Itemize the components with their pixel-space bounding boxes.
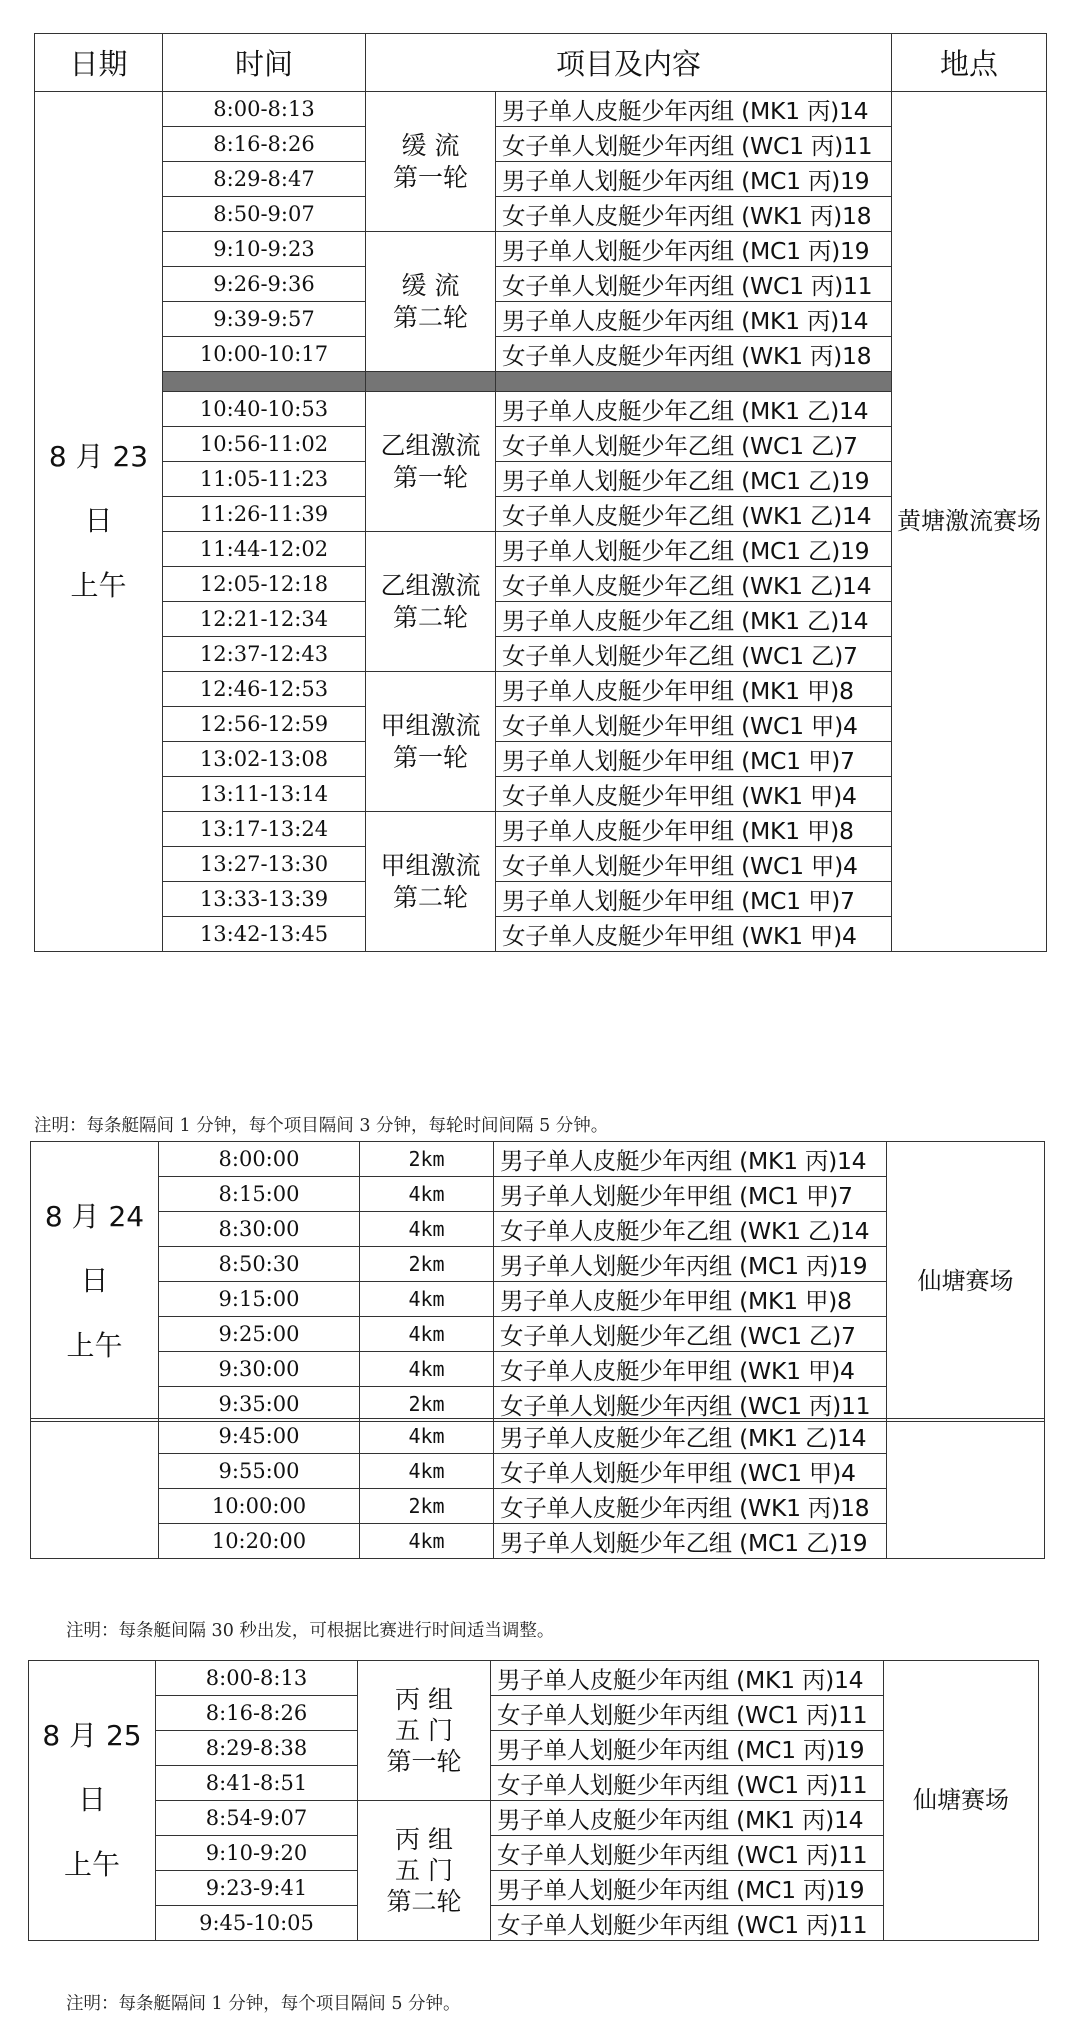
time-cell: 13:11-13:14 [163, 777, 366, 812]
round-group-cell [366, 672, 496, 812]
date-line: 上午 [70, 568, 127, 602]
time-cell: 9:45:00 [159, 1419, 360, 1454]
round-label-line: 第一轮 [392, 162, 468, 192]
round-label-line: 缓 流 [401, 271, 460, 301]
event-cell: 男子单人皮艇少年甲组 (MK1 甲)8 [494, 1282, 887, 1317]
date-cell [31, 1142, 159, 1422]
time-cell: 9:23-9:41 [156, 1871, 358, 1906]
header-venue: 地点 [892, 34, 1047, 92]
event-cell: 女子单人皮艇少年乙组 (WK1 乙)14 [494, 1212, 887, 1247]
event-cell: 男子单人皮艇少年乙组 (MK1 乙)14 [496, 602, 892, 637]
time-cell: 9:30:00 [159, 1352, 360, 1387]
date-cell [31, 1419, 159, 1559]
event-cell: 女子单人划艇少年丙组 (WC1 丙)11 [494, 1387, 887, 1422]
event-cell: 女子单人划艇少年乙组 (WC1 乙)7 [496, 427, 892, 462]
schedule-table-aug24 [30, 1141, 1045, 1422]
date-cell [35, 92, 163, 952]
event-cell: 男子单人划艇少年乙组 (MC1 乙)19 [494, 1524, 887, 1559]
time-cell: 8:00:00 [159, 1142, 360, 1177]
time-cell: 10:56-11:02 [163, 427, 366, 462]
event-cell: 女子单人划艇少年甲组 (WC1 甲)4 [494, 1454, 887, 1489]
date-line: 上午 [66, 1328, 123, 1362]
round-group-cell [366, 232, 496, 372]
event-cell: 女子单人皮艇少年乙组 (WK1 乙)14 [496, 567, 892, 602]
event-cell: 男子单人划艇少年丙组 (MC1 丙)19 [491, 1871, 884, 1906]
time-cell: 8:30:00 [159, 1212, 360, 1247]
time-cell: 10:40-10:53 [163, 392, 366, 427]
round-label-line: 第一轮 [386, 1747, 462, 1777]
time-cell: 9:39-9:57 [163, 302, 366, 337]
distance-cell: 4km [360, 1177, 494, 1212]
time-cell: 13:27-13:30 [163, 847, 366, 882]
time-cell: 9:55:00 [159, 1454, 360, 1489]
time-cell: 9:26-9:36 [163, 267, 366, 302]
event-cell: 男子单人皮艇少年丙组 (MK1 丙)14 [496, 302, 892, 337]
distance-cell: 4km [360, 1317, 494, 1352]
event-cell: 女子单人皮艇少年丙组 (WK1 丙)18 [494, 1489, 887, 1524]
date-line: 8 月 23 日 [48, 439, 149, 538]
distance-cell: 2km [360, 1247, 494, 1282]
time-cell: 9:25:00 [159, 1317, 360, 1352]
event-cell: 女子单人划艇少年乙组 (WC1 乙)7 [496, 637, 892, 672]
round-label-line: 甲组激流 [380, 711, 481, 741]
event-cell: 男子单人划艇少年丙组 (MC1 丙)19 [496, 232, 892, 267]
time-cell: 8:16-8:26 [163, 127, 366, 162]
round-label-line: 乙组激流 [380, 571, 481, 601]
distance-cell: 2km [360, 1489, 494, 1524]
round-label-line: 第二轮 [392, 302, 468, 332]
event-cell: 男子单人皮艇少年丙组 (MK1 丙)14 [494, 1142, 887, 1177]
time-cell: 11:44-12:02 [163, 532, 366, 567]
schedule-table-aug25 [28, 1660, 1039, 1941]
venue-cell: 黄塘激流赛场 [892, 92, 1047, 952]
venue-cell: 仙塘赛场 [884, 1661, 1039, 1941]
event-cell: 女子单人划艇少年丙组 (WC1 丙)11 [491, 1696, 884, 1731]
event-cell: 男子单人皮艇少年甲组 (MK1 甲)8 [496, 672, 892, 707]
event-cell: 女子单人划艇少年甲组 (WC1 甲)4 [496, 707, 892, 742]
date-line: 上午 [63, 1847, 120, 1881]
note-aug23: 注明：每条艇隔间 1 分钟，每个项目隔间 3 分钟，每轮时间间隔 5 分钟。 [34, 1116, 609, 1136]
time-cell: 12:05-12:18 [163, 567, 366, 602]
time-cell: 11:05-11:23 [163, 462, 366, 497]
distance-cell: 4km [360, 1352, 494, 1387]
separator-item-cell [496, 372, 892, 392]
distance-cell: 4km [360, 1212, 494, 1247]
round-label-line: 五 门 [395, 1715, 453, 1745]
header-row [35, 34, 1047, 92]
schedule-table-aug24-continued [30, 1418, 1045, 1559]
round-label-line: 乙组激流 [380, 431, 481, 461]
separator-time-cell [163, 372, 366, 392]
time-cell: 8:15:00 [159, 1177, 360, 1212]
time-cell: 12:46-12:53 [163, 672, 366, 707]
venue-cell [887, 1419, 1045, 1559]
time-cell: 12:56-12:59 [163, 707, 366, 742]
event-cell: 男子单人划艇少年丙组 (MC1 丙)19 [494, 1247, 887, 1282]
round-label-line: 丙 组 [395, 1824, 453, 1854]
venue-cell: 仙塘赛场 [887, 1142, 1045, 1422]
time-cell: 10:20:00 [159, 1524, 360, 1559]
table-row [31, 1419, 1045, 1454]
time-cell: 8:29-8:38 [156, 1731, 358, 1766]
event-cell: 女子单人皮艇少年甲组 (WK1 甲)4 [494, 1352, 887, 1387]
table-row [31, 1142, 1045, 1177]
time-cell: 8:50:30 [159, 1247, 360, 1282]
note-aug25: 注明：每条艇隔间 1 分钟，每个项目隔间 5 分钟。 [66, 1994, 461, 2014]
event-cell: 男子单人皮艇少年丙组 (MK1 丙)14 [491, 1801, 884, 1836]
round-label-line: 五 门 [395, 1855, 453, 1885]
event-cell: 男子单人皮艇少年乙组 (MK1 乙)14 [494, 1419, 887, 1454]
note-aug24: 注明：每条艇间隔 30 秒出发，可根据比赛进行时间适当调整。 [66, 1621, 555, 1641]
event-cell: 男子单人皮艇少年丙组 (MK1 丙)14 [491, 1661, 884, 1696]
round-group-cell [358, 1661, 491, 1801]
time-cell: 13:17-13:24 [163, 812, 366, 847]
time-cell: 13:02-13:08 [163, 742, 366, 777]
time-cell: 8:16-8:26 [156, 1696, 358, 1731]
schedule-table-aug23 [34, 33, 1047, 952]
round-label-line: 第二轮 [386, 1887, 462, 1917]
event-cell: 女子单人划艇少年丙组 (WC1 丙)11 [496, 127, 892, 162]
event-cell: 女子单人划艇少年乙组 (WC1 乙)7 [494, 1317, 887, 1352]
event-cell: 男子单人皮艇少年甲组 (MK1 甲)8 [496, 812, 892, 847]
time-cell: 8:00-8:13 [163, 92, 366, 127]
event-cell: 男子单人划艇少年甲组 (MC1 甲)7 [494, 1177, 887, 1212]
round-label-line: 第二轮 [392, 602, 468, 632]
round-label-line: 第一轮 [392, 462, 468, 492]
event-cell: 女子单人划艇少年丙组 (WC1 丙)11 [491, 1906, 884, 1941]
event-cell: 女子单人划艇少年丙组 (WC1 丙)11 [491, 1836, 884, 1871]
event-cell: 男子单人划艇少年丙组 (MC1 丙)19 [496, 162, 892, 197]
time-cell: 10:00-10:17 [163, 337, 366, 372]
round-label-line: 缓 流 [401, 131, 460, 161]
time-cell: 13:33-13:39 [163, 882, 366, 917]
event-cell: 女子单人划艇少年甲组 (WC1 甲)4 [496, 847, 892, 882]
round-label-line: 丙 组 [395, 1684, 453, 1714]
time-cell: 9:10-9:20 [156, 1836, 358, 1871]
header-content: 项目及内容 [366, 34, 892, 92]
event-cell: 女子单人皮艇少年甲组 (WK1 甲)4 [496, 917, 892, 952]
time-cell: 9:15:00 [159, 1282, 360, 1317]
distance-cell: 4km [360, 1282, 494, 1317]
time-cell: 8:54-9:07 [156, 1801, 358, 1836]
time-cell: 10:00:00 [159, 1489, 360, 1524]
round-label-line: 第一轮 [392, 742, 468, 772]
round-label-line: 第二轮 [392, 882, 468, 912]
time-cell: 12:37-12:43 [163, 637, 366, 672]
distance-cell: 2km [360, 1387, 494, 1422]
time-cell: 9:10-9:23 [163, 232, 366, 267]
time-cell: 12:21-12:34 [163, 602, 366, 637]
event-cell: 男子单人皮艇少年丙组 (MK1 丙)14 [496, 92, 892, 127]
time-cell: 9:45-10:05 [156, 1906, 358, 1941]
event-cell: 男子单人皮艇少年乙组 (MK1 乙)14 [496, 392, 892, 427]
event-cell: 女子单人划艇少年丙组 (WC1 丙)11 [491, 1766, 884, 1801]
time-cell: 11:26-11:39 [163, 497, 366, 532]
event-cell: 男子单人划艇少年丙组 (MC1 丙)19 [491, 1731, 884, 1766]
event-cell: 女子单人皮艇少年丙组 (WK1 丙)18 [496, 197, 892, 232]
event-cell: 女子单人划艇少年丙组 (WC1 丙)11 [496, 267, 892, 302]
event-cell: 男子单人划艇少年乙组 (MC1 乙)19 [496, 462, 892, 497]
round-group-cell [366, 92, 496, 232]
date-cell [29, 1661, 156, 1941]
table-row [29, 1661, 1039, 1696]
round-group-cell [358, 1801, 491, 1941]
distance-cell: 4km [360, 1524, 494, 1559]
event-cell: 男子单人划艇少年甲组 (MC1 甲)7 [496, 882, 892, 917]
time-cell: 8:29-8:47 [163, 162, 366, 197]
table-row [35, 92, 1047, 127]
round-group-cell [366, 812, 496, 952]
header-time: 时间 [163, 34, 366, 92]
date-line: 8 月 24 日 [44, 1199, 145, 1298]
round-group-cell [366, 532, 496, 672]
separator-group-cell [366, 372, 496, 392]
time-cell: 9:35:00 [159, 1387, 360, 1422]
time-cell: 8:00-8:13 [156, 1661, 358, 1696]
event-cell: 女子单人皮艇少年甲组 (WK1 甲)4 [496, 777, 892, 812]
header-date: 日期 [35, 34, 163, 92]
distance-cell: 4km [360, 1454, 494, 1489]
distance-cell: 4km [360, 1419, 494, 1454]
time-cell: 13:42-13:45 [163, 917, 366, 952]
date-line: 8 月 25 日 [42, 1718, 142, 1817]
event-cell: 男子单人划艇少年乙组 (MC1 乙)19 [496, 532, 892, 567]
event-cell: 女子单人皮艇少年乙组 (WK1 乙)14 [496, 497, 892, 532]
event-cell: 女子单人皮艇少年丙组 (WK1 丙)18 [496, 337, 892, 372]
time-cell: 8:41-8:51 [156, 1766, 358, 1801]
event-cell: 男子单人划艇少年甲组 (MC1 甲)7 [496, 742, 892, 777]
round-group-cell [366, 392, 496, 532]
time-cell: 8:50-9:07 [163, 197, 366, 232]
round-label-line: 甲组激流 [380, 851, 481, 881]
distance-cell: 2km [360, 1142, 494, 1177]
